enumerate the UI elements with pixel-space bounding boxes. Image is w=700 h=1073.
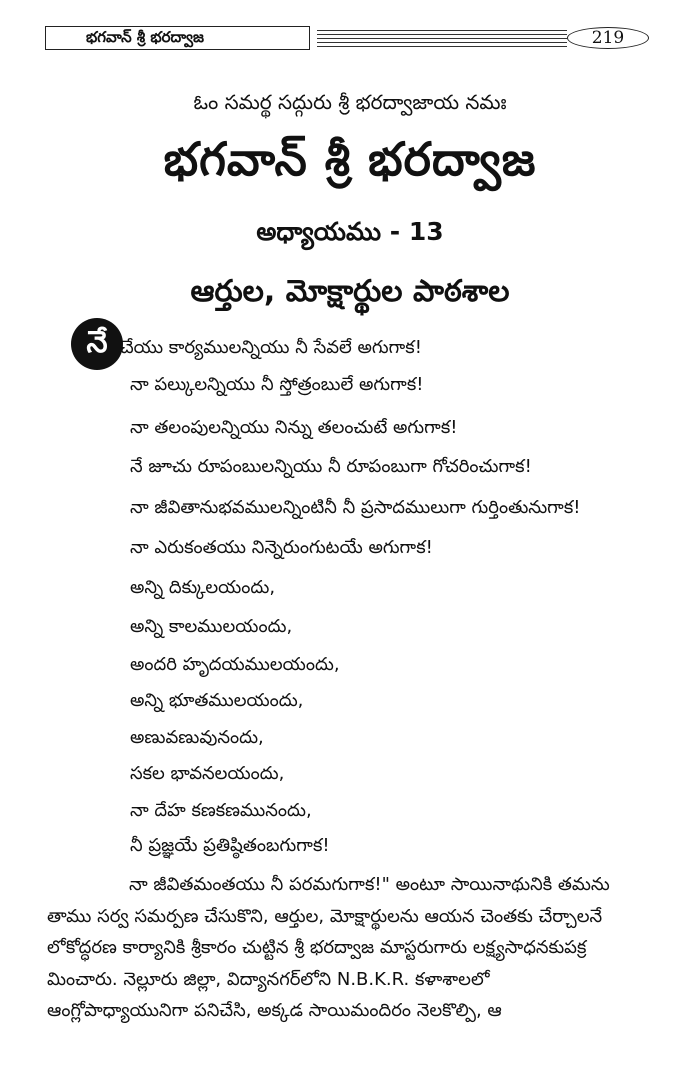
list-item: సకల భావనలయందు, (130, 763, 285, 784)
verse-line: నా పల్కులన్నియు నీ స్తోత్రంబులే అగుగాక! (130, 374, 424, 395)
paragraph-line: మించారు. నెల్లూరు జిల్లా, విద్యానగర్‌లోని N.B.K.R. కళాశాలలో (47, 968, 490, 990)
verse-line: నా ఎరుకంతయు నిన్నెరుంగుటయే అగుగాక! (130, 537, 433, 558)
invocation: ఓం సమర్థ సద్గురు శ్రీ భరద్వాజాయ నమః (193, 90, 507, 114)
list-item: అన్ని దిక్కులయందు, (130, 577, 276, 598)
verse-line: నే జూచు రూపంబులన్నియు నీ రూపంబుగా గోచరించుగాక! (130, 456, 532, 477)
paragraph-line: లోకోద్ధరణ కార్యానికి శ్రీకారం చుట్టిన శ్రీ భరద్వాజ మాస్టరుగారు లక్ష్యసాధనకుపక్ర (47, 937, 587, 958)
verse-line: నా తలంపులన్నియు నిన్ను తలంచుటే అగుగాక! (130, 417, 458, 438)
header-rule (317, 34, 567, 35)
running-header (45, 26, 657, 52)
page-number: 219 (567, 27, 649, 49)
page-title: భగవాన్ శ్రీ భరద్వాజ (163, 132, 537, 186)
list-item: నీ ప్రజ్ఞయే ప్రతిష్ఠితంబగుగాక! (130, 835, 330, 856)
header-rule (317, 38, 567, 39)
list-item: అన్ని కాలములయందు, (130, 616, 293, 637)
header-rule (317, 42, 567, 43)
paragraph-line: నా జీవితమంతయు నీ పరమగుగాక!" అంటూ సాయినాథునికి తమను (129, 874, 610, 895)
header-rule (317, 46, 567, 47)
body-paragraph (47, 869, 657, 1027)
running-title: భగవాన్ శ్రీ భరద్వాజ (45, 26, 310, 50)
verse-line: నా జీవితానుభవములన్నింటినీ నీ ప్రసాదములుగా గుర్తింతునుగాక! (130, 497, 581, 518)
paragraph-line: ఆంగ్లోపాధ్యాయునిగా పనిచేసి, అక్కడ సాయిమందిరం నెలకొల్పి, ఆ (47, 1000, 502, 1021)
list-item: అందరి హృదయములయందు, (130, 654, 340, 675)
chapter-number: అధ్యాయము - 13 (256, 217, 444, 246)
dropcap: నే (71, 318, 123, 370)
verse-line: చేయు కార్యములన్నియు నీ సేవలే అగుగాక! (120, 337, 422, 358)
list-item: నా దేహ కణకణమునందు, (130, 800, 312, 821)
header-rule (317, 30, 567, 31)
paragraph-line: తాము సర్వ సమర్పణ చేసుకొని, ఆర్తుల, మోక్షార్థులను ఆయన చెంతకు చేర్చాలనే (47, 905, 603, 927)
list-item: అణువణువునందు, (130, 727, 264, 748)
chapter-title: ఆర్తుల, మోక్షార్థుల పాఠశాల (190, 274, 510, 309)
list-item: అన్ని భూతములయందు, (130, 690, 304, 711)
